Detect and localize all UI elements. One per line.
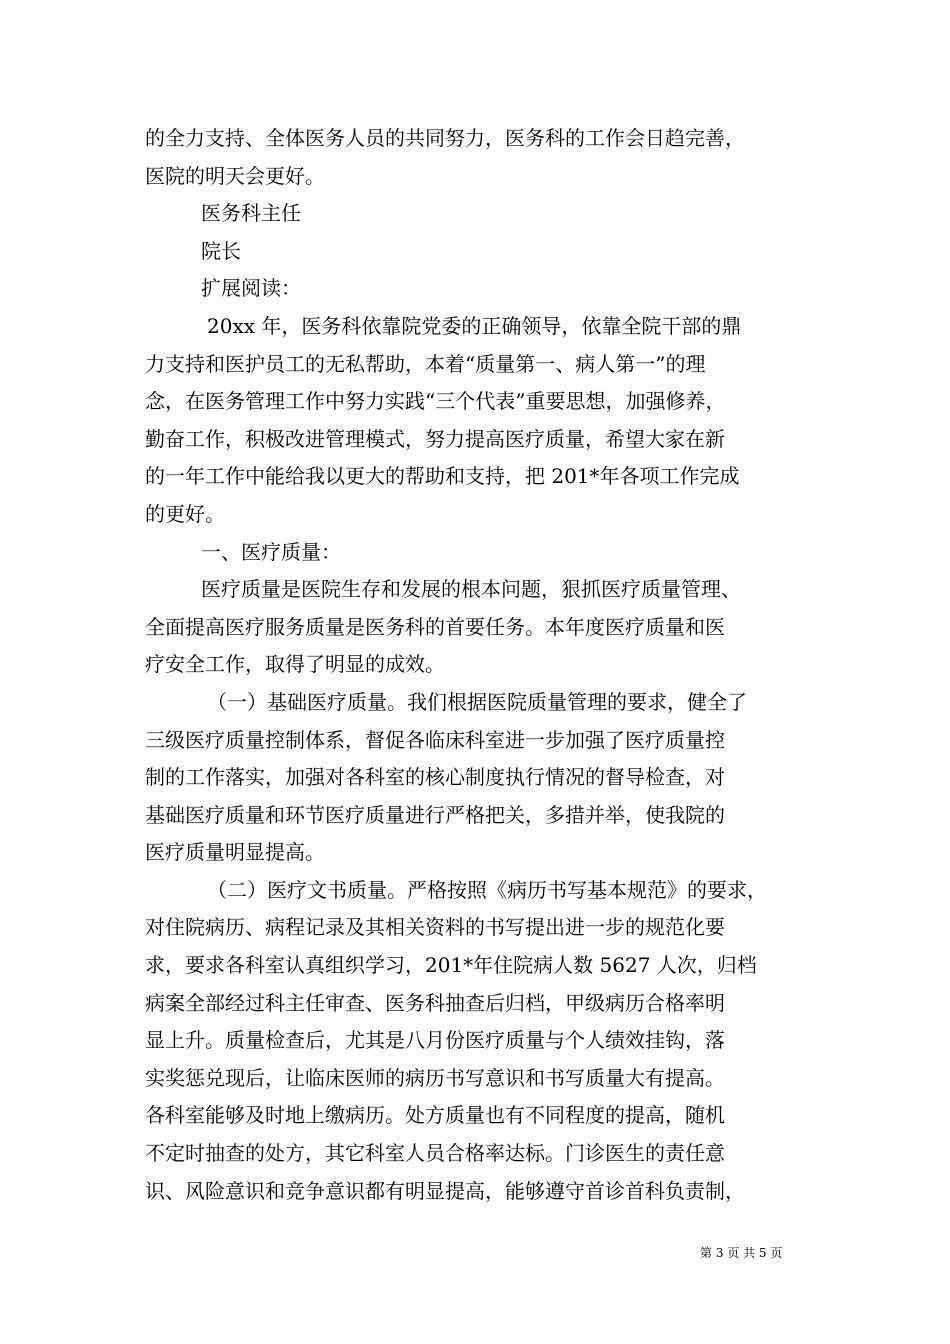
section-heading: 一、医疗质量： xyxy=(201,539,341,564)
text-line: 各科室能够及时地上缴病历。处方质量也有不同程度的提高，随机 xyxy=(145,1103,725,1128)
text-line: 念，在医务管理工作中努力实践“三个代表”重要思想，加强修养， xyxy=(145,389,726,414)
text-line: 求，要求各科室认真组织学习，201*年住院病人数 5627 人次，归档 xyxy=(145,953,757,978)
text-line: 医疗质量明显提高。 xyxy=(145,840,325,865)
document-body xyxy=(145,120,820,1210)
text-line: 的一年工作中能给我以更大的帮助和支持，把 201*年各项工作完成 xyxy=(145,464,740,489)
text-line: （一）基础医疗质量。我们根据医院质量管理的要求，健全了 xyxy=(207,689,747,714)
text-line: 实奖惩兑现后，让临床医师的病历书写意识和书写质量大有提高。 xyxy=(145,1065,725,1090)
page-number-footer: 第 3 页 共 5 页 xyxy=(700,1246,783,1260)
text-line: 全面提高医疗服务质量是医务科的首要任务。本年度医疗质量和医 xyxy=(145,614,725,639)
text-line: 对住院病历、病程记录及其相关资料的书写提出进一步的规范化要 xyxy=(145,915,725,940)
signature-line: 医务科主任 xyxy=(201,201,301,226)
text-line: 医院的明天会更好。 xyxy=(145,163,325,188)
text-line: 识、风险意识和竞争意识都有明显提高，能够遵守首诊首科负责制， xyxy=(145,1178,745,1203)
section-heading: 扩展阅读： xyxy=(201,276,301,301)
signature-line: 院长 xyxy=(201,238,241,263)
text-line: 疗安全工作，取得了明显的成效。 xyxy=(145,652,445,677)
text-line: 制的工作落实，加强对各科室的核心制度执行情况的督导检查，对 xyxy=(145,765,725,790)
text-line: 医疗质量是医院生存和发展的根本问题，狠抓医疗质量管理、 xyxy=(201,577,741,602)
text-line: 三级医疗质量控制体系，督促各临床科室进一步加强了医疗质量控 xyxy=(145,727,725,752)
text-line: 力支持和医护员工的无私帮助，本着“质量第一、病人第一”的理 xyxy=(145,351,706,376)
text-line: 的全力支持、全体医务人员的共同努力，医务科的工作会日趋完善， xyxy=(145,126,745,150)
text-line: 不定时抽查的处方，其它科室人员合格率达标。门诊医生的责任意 xyxy=(145,1141,725,1166)
text-line: 勤奋工作，积极改进管理模式，努力提高医疗质量，希望大家在新 xyxy=(145,426,725,451)
text-line: 的更好。 xyxy=(145,501,225,526)
text-line: 基础医疗质量和环节医疗质量进行严格把关，多措并举，使我院的 xyxy=(145,802,725,827)
text-line: 显上升。质量检查后，尤其是八月份医疗质量与个人绩效挂钩，落 xyxy=(145,1028,725,1053)
text-line: 20xx 年，医务科依靠院党委的正确领导，依靠全院干部的鼎 xyxy=(207,313,742,338)
text-line: （二）医疗文书质量。严格按照《病历书写基本规范》的要求， xyxy=(207,877,767,902)
text-line: 病案全部经过科主任审查、医务科抽查后归档，甲级病历合格率明 xyxy=(145,990,725,1015)
